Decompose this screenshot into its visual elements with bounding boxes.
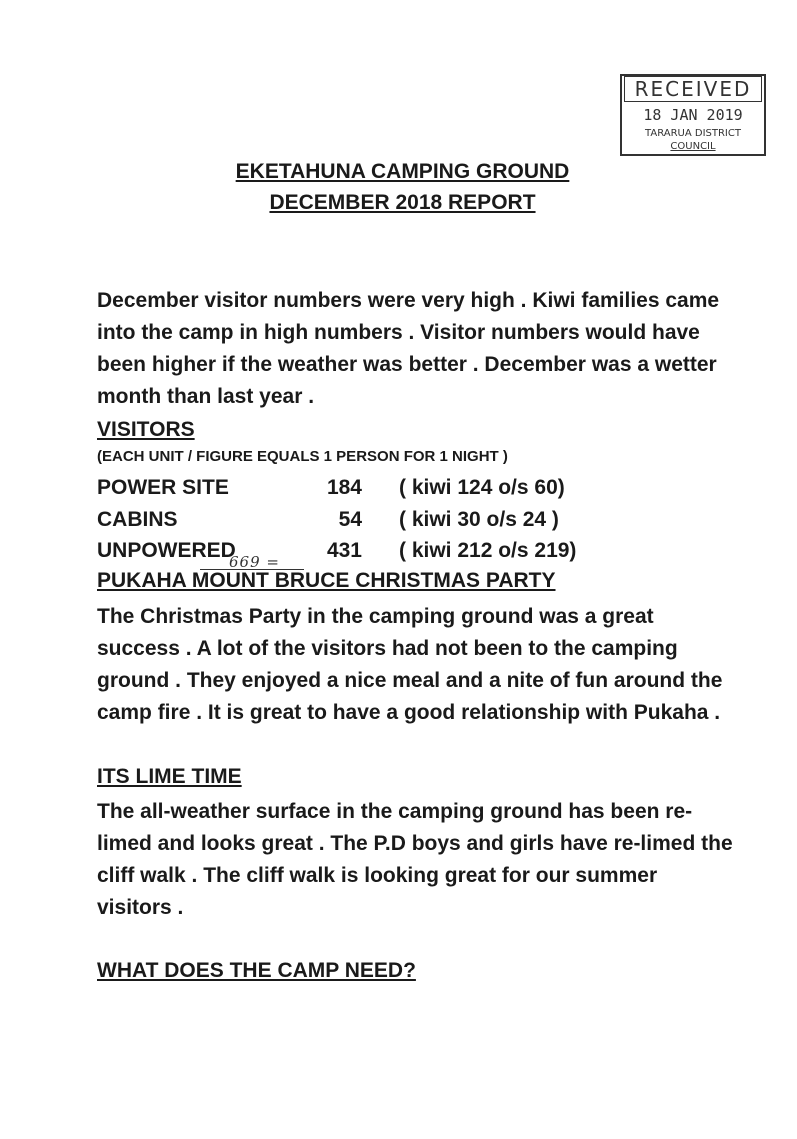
- visitors-heading: VISITORS: [97, 418, 195, 441]
- camp-need-heading: WHAT DOES THE CAMP NEED?: [97, 959, 416, 982]
- visitors-note: (EACH UNIT / FIGURE EQUALS 1 PERSON FOR 1 NIGHT ): [97, 448, 508, 465]
- row-label: UNPOWERED: [97, 539, 236, 562]
- row-count: 184: [326, 476, 362, 499]
- row-detail: ( kiwi 212 o/s 219): [399, 539, 577, 562]
- stamp-received-label: RECEIVED: [624, 76, 762, 102]
- row-count: 54: [338, 508, 362, 531]
- report-subtitle: DECEMBER 2018 REPORT: [269, 191, 536, 214]
- report-title: EKETAHUNA CAMPING GROUND: [235, 160, 570, 183]
- handwritten-total: 669 =: [229, 553, 280, 571]
- stamp-date: 18 JAN 2019: [643, 106, 743, 124]
- intro-paragraph: December visitor numbers were very high . Kiwi families came into the camp in high numbers . Visitor numbers would have been higher if the weather was better . December was a wetter month than last year .: [97, 289, 720, 408]
- stamp-council-line2: COUNCIL: [670, 141, 716, 152]
- lime-heading: ITS LIME TIME: [97, 765, 242, 788]
- visitor-row-cabins: [97, 505, 737, 535]
- visitor-row-power-site: [97, 473, 737, 503]
- received-stamp: [620, 74, 766, 156]
- pukaha-paragraph: The Christmas Party in the camping ground was a great success . A lot of the visitors had not been to the camping ground . They enjoyed a nice meal and a nite of fun around the camp fire . It is great to have a good relationship with Pukaha .: [97, 605, 723, 724]
- row-label: CABINS: [97, 508, 178, 531]
- visitor-row-unpowered: [97, 536, 737, 566]
- stamp-council-line1: TARARUA DISTRICT: [645, 128, 741, 139]
- pukaha-heading: PUKAHA MOUNT BRUCE CHRISTMAS PARTY: [97, 569, 556, 592]
- lime-paragraph: The all-weather surface in the camping ground has been re-limed and looks great . The P.D boys and girls have re-limed the cliff walk . The cliff walk is looking great for our summer visitors .: [97, 800, 733, 919]
- row-count: 431: [326, 539, 362, 562]
- row-label: POWER SITE: [97, 476, 229, 499]
- row-detail: ( kiwi 124 o/s 60): [399, 476, 565, 499]
- row-detail: ( kiwi 30 o/s 24 ): [399, 508, 559, 531]
